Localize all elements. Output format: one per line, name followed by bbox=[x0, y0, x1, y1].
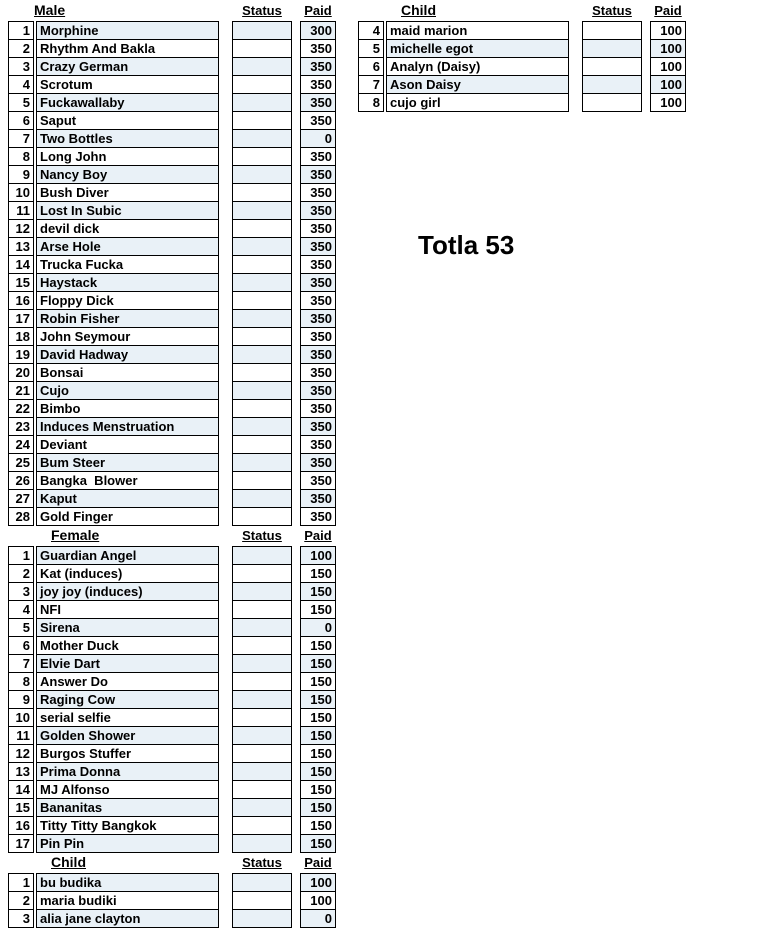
name-cell[interactable]: Bonsai bbox=[36, 363, 219, 382]
row-number-cell[interactable]: 10 bbox=[8, 183, 34, 202]
row-number-cell[interactable]: 22 bbox=[8, 399, 34, 418]
status-cell[interactable] bbox=[232, 165, 292, 184]
row-number-cell[interactable]: 9 bbox=[8, 690, 34, 709]
paid-cell[interactable]: 350 bbox=[300, 219, 336, 238]
table-row bbox=[8, 798, 336, 817]
name-cell[interactable]: Cujo bbox=[36, 381, 219, 400]
name-cell[interactable]: Rhythm And Bakla bbox=[36, 39, 219, 58]
row-number-cell[interactable]: 3 bbox=[8, 909, 34, 928]
name-cell[interactable]: Pin Pin bbox=[36, 834, 219, 853]
status-cell[interactable] bbox=[582, 75, 642, 94]
status-cell[interactable] bbox=[232, 435, 292, 454]
paid-cell[interactable]: 150 bbox=[300, 816, 336, 835]
table-row bbox=[8, 546, 336, 565]
name-cell[interactable]: joy joy (induces) bbox=[36, 582, 219, 601]
table-row bbox=[8, 564, 336, 583]
row-number-cell[interactable]: 11 bbox=[8, 201, 34, 220]
name-cell[interactable]: Golden Shower bbox=[36, 726, 219, 745]
name-cell[interactable]: Deviant bbox=[36, 435, 219, 454]
paid-cell[interactable]: 350 bbox=[300, 201, 336, 220]
table-row bbox=[358, 75, 686, 94]
table-row bbox=[358, 39, 686, 58]
paid-cell[interactable]: 150 bbox=[300, 780, 336, 799]
paid-cell[interactable]: 350 bbox=[300, 399, 336, 418]
row-number-cell[interactable]: 7 bbox=[8, 654, 34, 673]
paid-cell[interactable]: 350 bbox=[300, 93, 336, 112]
name-cell[interactable]: Titty Titty Bangkok bbox=[36, 816, 219, 835]
row-number-cell[interactable]: 16 bbox=[8, 816, 34, 835]
row-number-cell[interactable]: 9 bbox=[8, 165, 34, 184]
name-cell[interactable]: Raging Cow bbox=[36, 690, 219, 709]
status-cell[interactable] bbox=[232, 672, 292, 691]
status-cell[interactable] bbox=[232, 489, 292, 508]
row-number-cell[interactable]: 12 bbox=[8, 744, 34, 763]
paid-cell[interactable]: 350 bbox=[300, 183, 336, 202]
status-cell[interactable] bbox=[232, 39, 292, 58]
table-row bbox=[8, 726, 336, 745]
table-row bbox=[8, 255, 336, 274]
status-cell[interactable] bbox=[232, 909, 292, 928]
row-number-cell[interactable]: 4 bbox=[8, 75, 34, 94]
row-number-cell[interactable]: 15 bbox=[8, 798, 34, 817]
table-row bbox=[8, 417, 336, 436]
name-cell[interactable]: Kat (induces) bbox=[36, 564, 219, 583]
paid-cell[interactable]: 0 bbox=[300, 618, 336, 637]
row-number-cell[interactable]: 4 bbox=[8, 600, 34, 619]
paid-cell[interactable]: 150 bbox=[300, 636, 336, 655]
table-row bbox=[8, 147, 336, 166]
child-right-table-header bbox=[358, 0, 688, 21]
name-cell[interactable]: Mother Duck bbox=[36, 636, 219, 655]
row-number-cell[interactable]: 27 bbox=[8, 489, 34, 508]
row-number-cell[interactable]: 13 bbox=[8, 762, 34, 781]
paid-cell[interactable]: 150 bbox=[300, 708, 336, 727]
row-number-cell[interactable]: 10 bbox=[8, 708, 34, 727]
paid-cell[interactable]: 350 bbox=[300, 75, 336, 94]
table-row bbox=[8, 219, 336, 238]
paid-cell[interactable]: 150 bbox=[300, 690, 336, 709]
status-cell[interactable] bbox=[232, 399, 292, 418]
name-cell[interactable]: Bum Steer bbox=[36, 453, 219, 472]
row-number-cell[interactable]: 3 bbox=[8, 57, 34, 76]
name-cell[interactable]: Kaput bbox=[36, 489, 219, 508]
status-cell[interactable] bbox=[582, 21, 642, 40]
status-cell[interactable] bbox=[232, 453, 292, 472]
table-row bbox=[8, 834, 336, 853]
status-cell[interactable] bbox=[232, 690, 292, 709]
table-row bbox=[8, 618, 336, 637]
status-cell[interactable] bbox=[232, 546, 292, 565]
female-rows bbox=[8, 546, 336, 853]
paid-column-header: Paid bbox=[304, 528, 332, 543]
name-cell[interactable]: devil dick bbox=[36, 219, 219, 238]
table-row bbox=[8, 816, 336, 835]
paid-cell[interactable]: 350 bbox=[300, 381, 336, 400]
row-number-cell[interactable]: 6 bbox=[8, 636, 34, 655]
male-rows bbox=[8, 21, 336, 526]
status-cell[interactable] bbox=[232, 636, 292, 655]
paid-cell[interactable]: 100 bbox=[650, 75, 686, 94]
status-cell[interactable] bbox=[232, 381, 292, 400]
row-number-cell[interactable]: 24 bbox=[8, 435, 34, 454]
row-number-cell[interactable]: 7 bbox=[8, 129, 34, 148]
name-cell[interactable]: Analyn (Daisy) bbox=[386, 57, 569, 76]
table-row bbox=[8, 600, 336, 619]
row-number-cell[interactable]: 2 bbox=[8, 891, 34, 910]
status-cell[interactable] bbox=[232, 600, 292, 619]
status-cell[interactable] bbox=[232, 471, 292, 490]
paid-cell[interactable]: 100 bbox=[300, 546, 336, 565]
table-row bbox=[8, 327, 336, 346]
row-number-cell[interactable]: 15 bbox=[8, 273, 34, 292]
status-cell[interactable] bbox=[232, 417, 292, 436]
female-table bbox=[8, 525, 338, 853]
name-cell[interactable]: alia jane clayton bbox=[36, 909, 219, 928]
paid-cell[interactable]: 350 bbox=[300, 309, 336, 328]
row-number-cell[interactable]: 2 bbox=[8, 39, 34, 58]
status-column-header: Status bbox=[242, 855, 282, 870]
name-cell[interactable]: Bimbo bbox=[36, 399, 219, 418]
status-cell[interactable] bbox=[232, 237, 292, 256]
table-row bbox=[8, 363, 336, 382]
status-cell[interactable] bbox=[232, 780, 292, 799]
name-cell[interactable]: Trucka Fucka bbox=[36, 255, 219, 274]
paid-cell[interactable]: 150 bbox=[300, 564, 336, 583]
paid-column-header: Paid bbox=[304, 855, 332, 870]
status-cell[interactable] bbox=[232, 891, 292, 910]
female-table-header bbox=[8, 525, 338, 546]
name-cell[interactable]: Induces Menstruation bbox=[36, 417, 219, 436]
name-cell[interactable]: Sirena bbox=[36, 618, 219, 637]
status-cell[interactable] bbox=[232, 273, 292, 292]
table-row bbox=[8, 237, 336, 256]
name-cell[interactable]: Robin Fisher bbox=[36, 309, 219, 328]
status-cell[interactable] bbox=[232, 93, 292, 112]
table-row bbox=[8, 453, 336, 472]
paid-cell[interactable]: 150 bbox=[300, 744, 336, 763]
child-left-rows bbox=[8, 873, 336, 928]
table-row bbox=[8, 345, 336, 364]
paid-cell[interactable]: 350 bbox=[300, 471, 336, 490]
table-row bbox=[8, 75, 336, 94]
table-row bbox=[8, 39, 336, 58]
paid-cell[interactable]: 350 bbox=[300, 147, 336, 166]
paid-cell[interactable]: 300 bbox=[300, 21, 336, 40]
row-number-cell[interactable]: 8 bbox=[358, 93, 384, 112]
paid-cell[interactable]: 350 bbox=[300, 435, 336, 454]
paid-cell[interactable]: 150 bbox=[300, 654, 336, 673]
name-cell[interactable]: Bush Diver bbox=[36, 183, 219, 202]
table-row bbox=[8, 690, 336, 709]
table-row bbox=[8, 57, 336, 76]
table-row bbox=[8, 129, 336, 148]
table-row bbox=[8, 582, 336, 601]
male-table bbox=[8, 0, 338, 526]
status-column-header: Status bbox=[242, 3, 282, 18]
row-number-cell[interactable]: 5 bbox=[358, 39, 384, 58]
name-cell[interactable]: NFI bbox=[36, 600, 219, 619]
name-cell[interactable]: Floppy Dick bbox=[36, 291, 219, 310]
status-cell[interactable] bbox=[232, 708, 292, 727]
status-column-header: Status bbox=[592, 3, 632, 18]
paid-cell[interactable]: 350 bbox=[300, 363, 336, 382]
paid-cell[interactable]: 350 bbox=[300, 165, 336, 184]
row-number-cell[interactable]: 6 bbox=[8, 111, 34, 130]
table-row bbox=[8, 744, 336, 763]
child-right-table bbox=[358, 0, 688, 112]
child-right-rows bbox=[358, 21, 686, 112]
table-row bbox=[8, 435, 336, 454]
status-cell[interactable] bbox=[232, 57, 292, 76]
status-cell[interactable] bbox=[232, 201, 292, 220]
paid-cell[interactable]: 100 bbox=[650, 21, 686, 40]
row-number-cell[interactable]: 28 bbox=[8, 507, 34, 526]
row-number-cell[interactable]: 20 bbox=[8, 363, 34, 382]
paid-cell[interactable]: 350 bbox=[300, 507, 336, 526]
table-row bbox=[8, 291, 336, 310]
status-cell[interactable] bbox=[232, 762, 292, 781]
name-cell[interactable]: Elvie Dart bbox=[36, 654, 219, 673]
table-row bbox=[8, 762, 336, 781]
paid-cell[interactable]: 350 bbox=[300, 57, 336, 76]
paid-cell[interactable]: 100 bbox=[300, 891, 336, 910]
row-number-cell[interactable]: 4 bbox=[358, 21, 384, 40]
table-row bbox=[8, 309, 336, 328]
status-cell[interactable] bbox=[232, 834, 292, 853]
name-cell[interactable]: michelle egot bbox=[386, 39, 569, 58]
name-cell[interactable]: serial selfie bbox=[36, 708, 219, 727]
row-number-cell[interactable]: 3 bbox=[8, 582, 34, 601]
status-cell[interactable] bbox=[232, 291, 292, 310]
paid-cell[interactable]: 150 bbox=[300, 672, 336, 691]
table-row bbox=[358, 21, 686, 40]
name-cell[interactable]: Answer Do bbox=[36, 672, 219, 691]
status-cell[interactable] bbox=[232, 255, 292, 274]
row-number-cell[interactable]: 26 bbox=[8, 471, 34, 490]
name-cell[interactable]: Prima Donna bbox=[36, 762, 219, 781]
total-label: Totla 53 bbox=[418, 230, 515, 260]
name-cell[interactable]: Long John bbox=[36, 147, 219, 166]
status-cell[interactable] bbox=[582, 93, 642, 112]
paid-cell[interactable]: 350 bbox=[300, 237, 336, 256]
status-cell[interactable] bbox=[232, 726, 292, 745]
table-row bbox=[8, 165, 336, 184]
name-cell[interactable]: Nancy Boy bbox=[36, 165, 219, 184]
name-cell[interactable]: maria budiki bbox=[36, 891, 219, 910]
row-number-cell[interactable]: 25 bbox=[8, 453, 34, 472]
name-cell[interactable]: Gold Finger bbox=[36, 507, 219, 526]
name-cell[interactable]: maid marion bbox=[386, 21, 569, 40]
section-title: Child bbox=[51, 854, 86, 870]
row-number-cell[interactable]: 14 bbox=[8, 780, 34, 799]
table-row bbox=[8, 909, 336, 928]
name-cell[interactable]: Bananitas bbox=[36, 798, 219, 817]
status-cell[interactable] bbox=[232, 147, 292, 166]
paid-cell[interactable]: 350 bbox=[300, 39, 336, 58]
paid-cell[interactable]: 350 bbox=[300, 273, 336, 292]
name-cell[interactable]: John Seymour bbox=[36, 327, 219, 346]
child-left-table bbox=[8, 852, 338, 928]
row-number-cell[interactable]: 23 bbox=[8, 417, 34, 436]
name-cell[interactable]: bu budika bbox=[36, 873, 219, 892]
status-cell[interactable] bbox=[232, 816, 292, 835]
table-row bbox=[8, 111, 336, 130]
status-cell[interactable] bbox=[232, 507, 292, 526]
name-cell[interactable]: Haystack bbox=[36, 273, 219, 292]
status-cell[interactable] bbox=[232, 618, 292, 637]
paid-cell[interactable]: 100 bbox=[650, 57, 686, 76]
status-cell[interactable] bbox=[232, 75, 292, 94]
table-row bbox=[8, 399, 336, 418]
name-cell[interactable]: Two Bottles bbox=[36, 129, 219, 148]
table-row bbox=[8, 873, 336, 892]
row-number-cell[interactable]: 13 bbox=[8, 237, 34, 256]
section-title: Female bbox=[51, 527, 100, 543]
name-cell[interactable]: Burgos Stuffer bbox=[36, 744, 219, 763]
name-cell[interactable]: Arse Hole bbox=[36, 237, 219, 256]
paid-cell[interactable]: 100 bbox=[650, 93, 686, 112]
row-number-cell[interactable]: 14 bbox=[8, 255, 34, 274]
table-row bbox=[8, 381, 336, 400]
row-number-cell[interactable]: 5 bbox=[8, 93, 34, 112]
paid-cell[interactable]: 350 bbox=[300, 489, 336, 508]
table-row bbox=[8, 273, 336, 292]
table-row bbox=[8, 672, 336, 691]
paid-cell[interactable]: 350 bbox=[300, 453, 336, 472]
paid-cell[interactable]: 350 bbox=[300, 111, 336, 130]
row-number-cell[interactable]: 21 bbox=[8, 381, 34, 400]
paid-cell[interactable]: 350 bbox=[300, 255, 336, 274]
status-cell[interactable] bbox=[232, 873, 292, 892]
name-cell[interactable]: MJ Alfonso bbox=[36, 780, 219, 799]
table-row bbox=[8, 489, 336, 508]
name-cell[interactable]: Guardian Angel bbox=[36, 546, 219, 565]
paid-cell[interactable]: 150 bbox=[300, 798, 336, 817]
status-cell[interactable] bbox=[232, 363, 292, 382]
paid-cell[interactable]: 150 bbox=[300, 582, 336, 601]
status-cell[interactable] bbox=[232, 582, 292, 601]
table-row bbox=[8, 21, 336, 40]
row-number-cell[interactable]: 19 bbox=[8, 345, 34, 364]
status-cell[interactable] bbox=[232, 345, 292, 364]
table-row bbox=[358, 57, 686, 76]
row-number-cell[interactable]: 11 bbox=[8, 726, 34, 745]
status-cell[interactable] bbox=[232, 744, 292, 763]
row-number-cell[interactable]: 2 bbox=[8, 564, 34, 583]
row-number-cell[interactable]: 1 bbox=[8, 21, 34, 40]
table-row bbox=[8, 201, 336, 220]
paid-cell[interactable]: 350 bbox=[300, 345, 336, 364]
row-number-cell[interactable]: 7 bbox=[358, 75, 384, 94]
status-cell[interactable] bbox=[582, 57, 642, 76]
name-cell[interactable]: Crazy German bbox=[36, 57, 219, 76]
table-row bbox=[358, 93, 686, 112]
row-number-cell[interactable]: 17 bbox=[8, 834, 34, 853]
table-row bbox=[8, 507, 336, 526]
status-cell[interactable] bbox=[232, 129, 292, 148]
paid-cell[interactable]: 150 bbox=[300, 600, 336, 619]
paid-cell[interactable]: 0 bbox=[300, 909, 336, 928]
row-number-cell[interactable]: 8 bbox=[8, 147, 34, 166]
table-row bbox=[8, 708, 336, 727]
status-cell[interactable] bbox=[232, 309, 292, 328]
status-cell[interactable] bbox=[232, 219, 292, 238]
status-cell[interactable] bbox=[232, 327, 292, 346]
status-cell[interactable] bbox=[232, 564, 292, 583]
section-title: Child bbox=[401, 2, 436, 18]
name-cell[interactable]: Saput bbox=[36, 111, 219, 130]
name-cell[interactable]: Ason Daisy bbox=[386, 75, 569, 94]
paid-cell[interactable]: 350 bbox=[300, 291, 336, 310]
status-cell[interactable] bbox=[232, 654, 292, 673]
paid-cell[interactable]: 150 bbox=[300, 834, 336, 853]
row-number-cell[interactable]: 12 bbox=[8, 219, 34, 238]
name-cell[interactable]: Fuckawallaby bbox=[36, 93, 219, 112]
status-cell[interactable] bbox=[232, 111, 292, 130]
row-number-cell[interactable]: 6 bbox=[358, 57, 384, 76]
paid-cell[interactable]: 0 bbox=[300, 129, 336, 148]
table-row bbox=[8, 780, 336, 799]
status-cell[interactable] bbox=[232, 183, 292, 202]
table-row bbox=[8, 471, 336, 490]
section-title: Male bbox=[34, 2, 66, 18]
row-number-cell[interactable]: 8 bbox=[8, 672, 34, 691]
table-row bbox=[8, 891, 336, 910]
name-cell[interactable]: Scrotum bbox=[36, 75, 219, 94]
paid-cell[interactable]: 350 bbox=[300, 327, 336, 346]
paid-cell[interactable]: 150 bbox=[300, 726, 336, 745]
name-cell[interactable]: Bangka Blower bbox=[36, 471, 219, 490]
status-cell[interactable] bbox=[232, 21, 292, 40]
paid-cell[interactable]: 150 bbox=[300, 762, 336, 781]
paid-column-header: Paid bbox=[654, 3, 682, 18]
row-number-cell[interactable]: 5 bbox=[8, 618, 34, 637]
paid-cell[interactable]: 100 bbox=[300, 873, 336, 892]
status-cell[interactable] bbox=[582, 39, 642, 58]
status-column-header: Status bbox=[242, 528, 282, 543]
name-cell[interactable]: David Hadway bbox=[36, 345, 219, 364]
name-cell[interactable]: cujo girl bbox=[386, 93, 569, 112]
name-cell[interactable]: Lost In Subic bbox=[36, 201, 219, 220]
paid-cell[interactable]: 350 bbox=[300, 417, 336, 436]
table-row bbox=[8, 654, 336, 673]
male-table-header bbox=[8, 0, 338, 21]
row-number-cell[interactable]: 1 bbox=[8, 546, 34, 565]
status-cell[interactable] bbox=[232, 798, 292, 817]
child-left-table-header bbox=[8, 852, 338, 873]
row-number-cell[interactable]: 1 bbox=[8, 873, 34, 892]
table-row bbox=[8, 93, 336, 112]
paid-column-header: Paid bbox=[304, 3, 332, 18]
table-row bbox=[8, 636, 336, 655]
row-number-cell[interactable]: 18 bbox=[8, 327, 34, 346]
paid-cell[interactable]: 100 bbox=[650, 39, 686, 58]
row-number-cell[interactable]: 16 bbox=[8, 291, 34, 310]
table-row bbox=[8, 183, 336, 202]
name-cell[interactable]: Morphine bbox=[36, 21, 219, 40]
row-number-cell[interactable]: 17 bbox=[8, 309, 34, 328]
